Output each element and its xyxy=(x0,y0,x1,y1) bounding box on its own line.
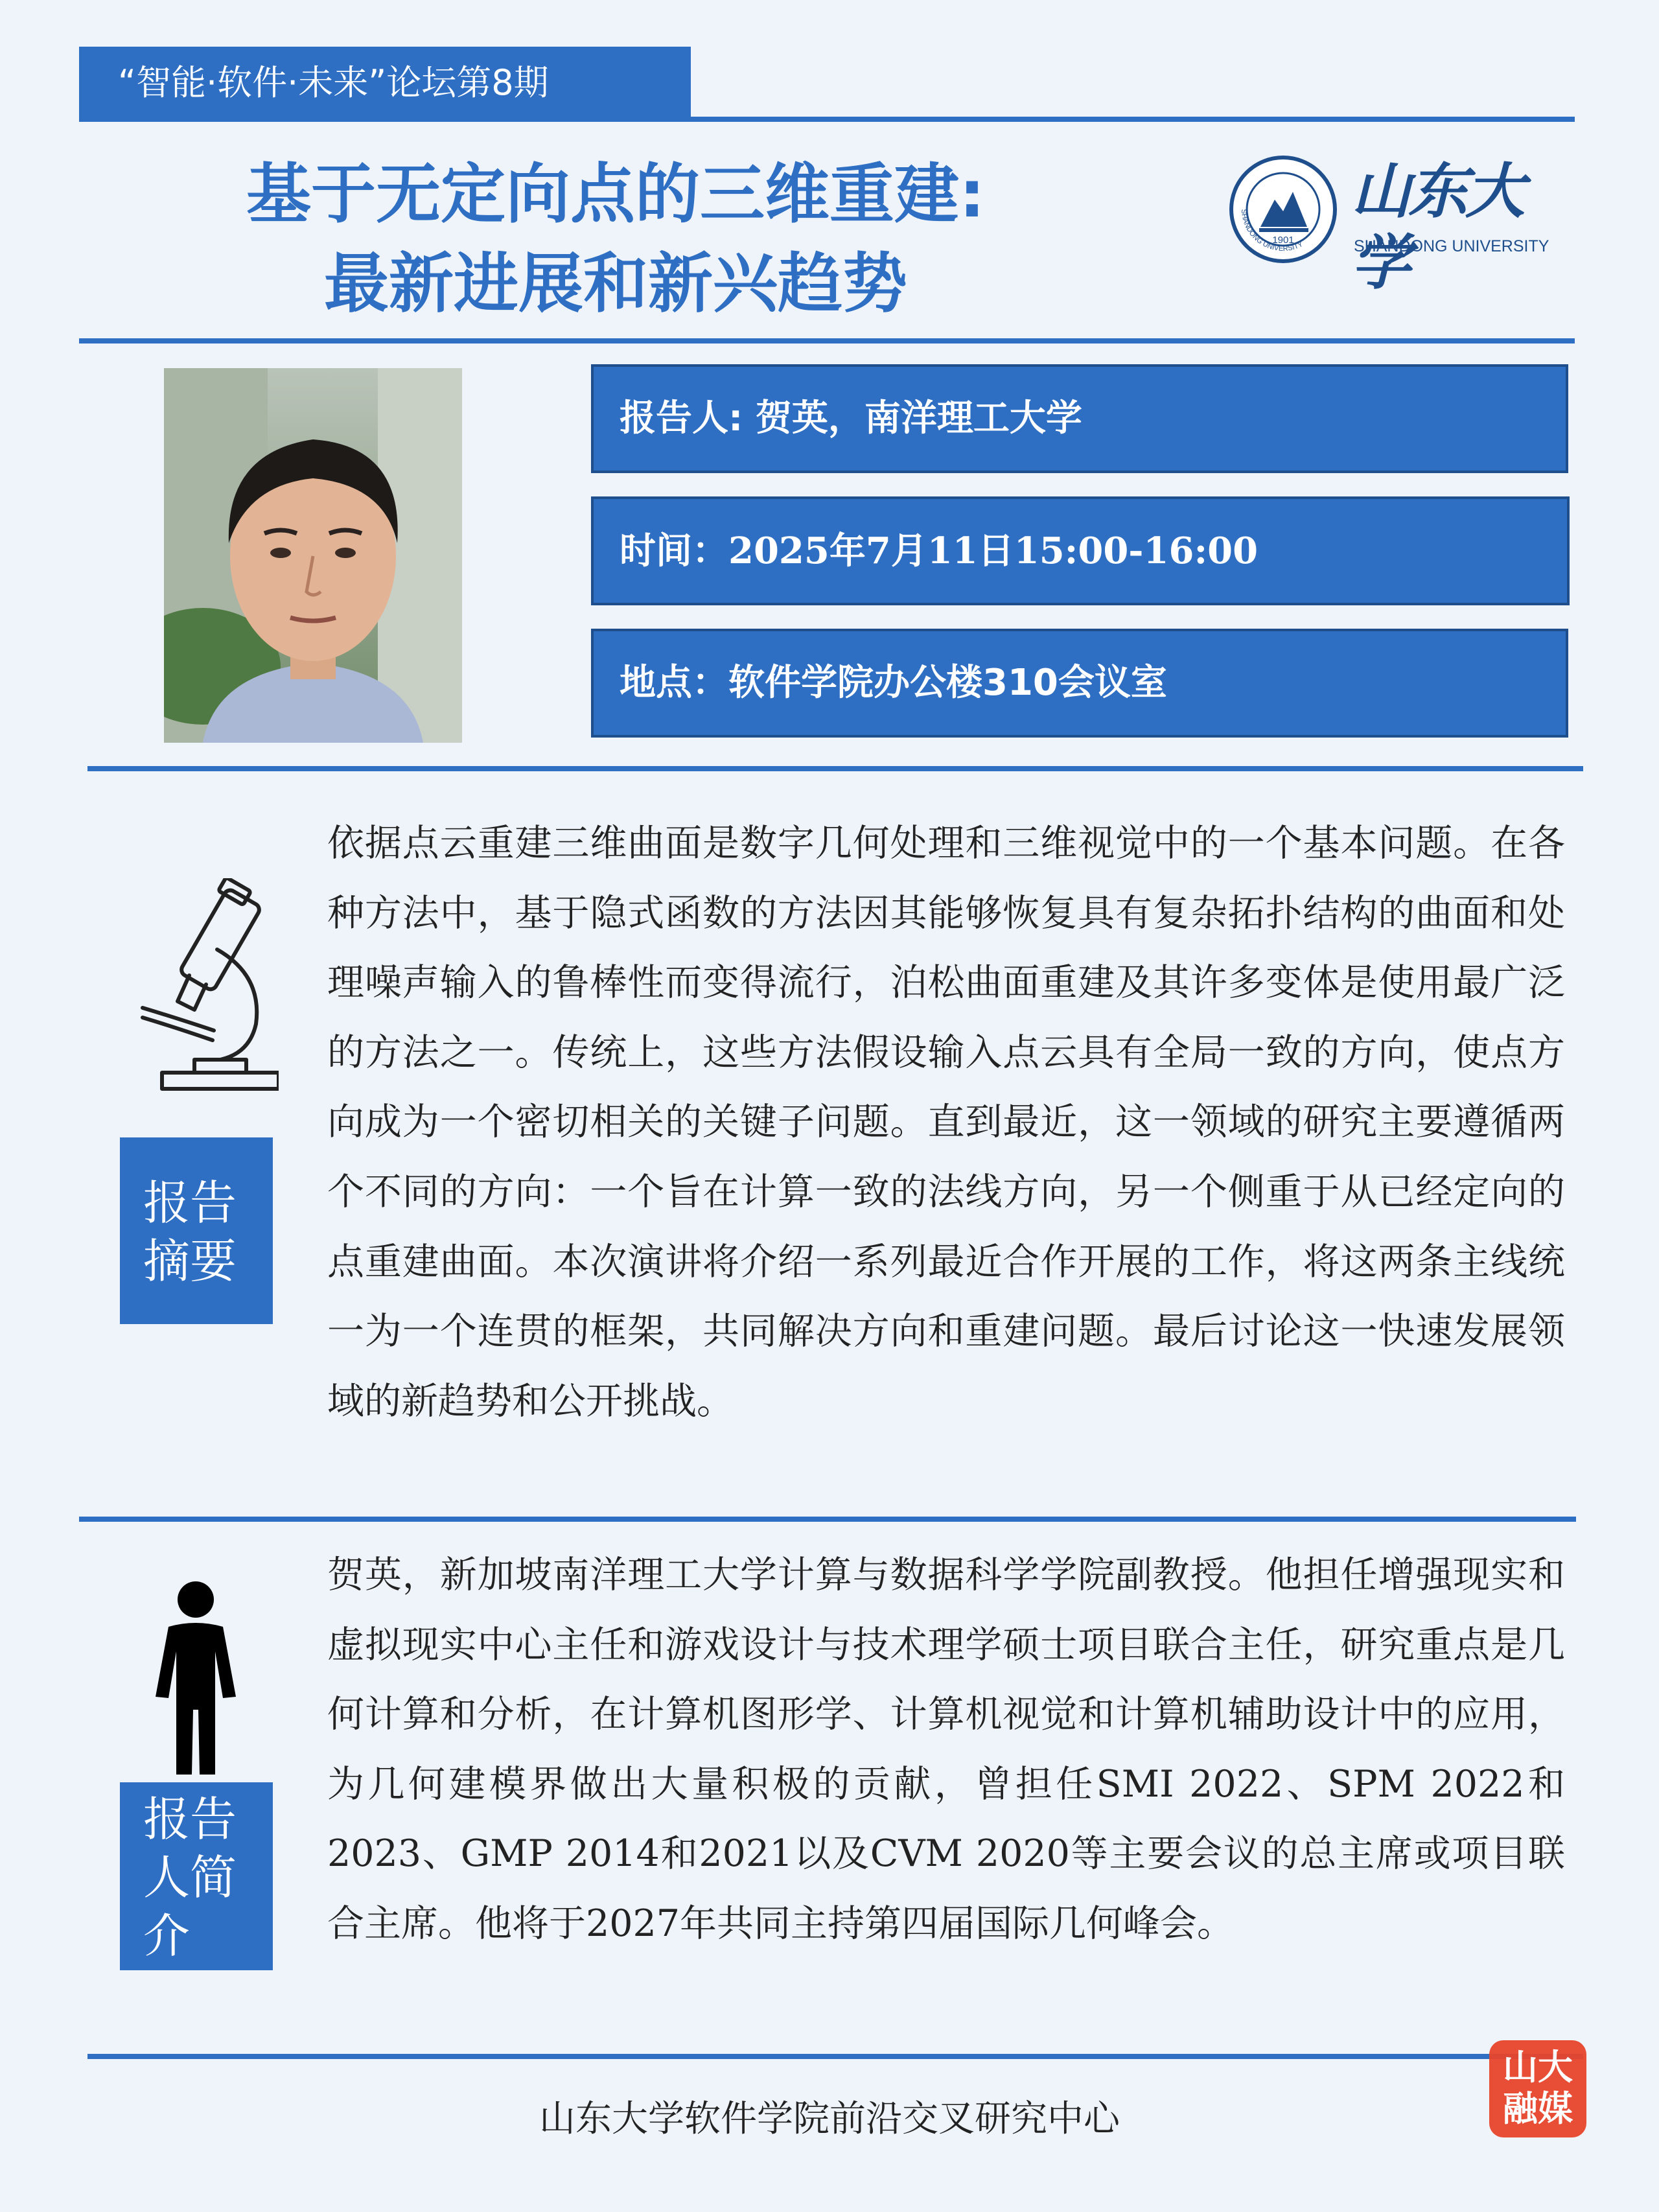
header-divider xyxy=(79,117,1575,122)
media-badge-line1: 山大 xyxy=(1503,2047,1573,2088)
abstract-label-line2: 摘要 xyxy=(143,1234,237,1288)
speaker-info: 报告人: 贺英，南洋理工大学 xyxy=(591,364,1568,473)
page-title-line1: 基于无定向点的三维重建: xyxy=(246,156,985,232)
speaker-portrait xyxy=(164,368,462,743)
bio-label-line3: 介 xyxy=(143,1909,191,1963)
abstract-label-line1: 报告 xyxy=(143,1176,237,1230)
bio-text: 贺英，新加坡南洋理工大学计算与数据科学学院副教授。他担任增强现实和虚拟现实中心主任和游戏设计与技术理学硕士项目联合主任，研究重点是几何计算和分析，在计算机图形学、计算机视觉和计算机辅助设计中的应用，为几何建模界做出大量积极的贡献，曾担任SMI 2022、SPM 2022和2023、GMP 2014和2021以及CVM 2020等主要会议的总主席或项目联合主席。他将于2027年共同主持第四届国际几何峰会。 xyxy=(327,1554,1565,1945)
seal-text: SHANDONG UNIVERSITY xyxy=(1239,209,1305,253)
info-divider xyxy=(87,766,1583,771)
university-name-cn: 山东大学 xyxy=(1351,156,1523,297)
bio-label-line1: 报告 xyxy=(143,1792,237,1846)
time-info: 时间：2025年7月11日15:00-16:00 xyxy=(591,496,1570,605)
place-info: 地点：软件学院办公楼310会议室 xyxy=(591,629,1568,738)
title-divider xyxy=(79,338,1575,343)
media-badge-line2: 融媒 xyxy=(1503,2088,1573,2129)
page-title-line2: 最新进展和新兴趋势 xyxy=(324,246,907,321)
university-logo xyxy=(1228,148,1565,297)
speaker-photo xyxy=(164,368,462,743)
seal-year: 1901 xyxy=(1272,235,1294,246)
bio-divider xyxy=(87,2054,1583,2059)
forum-tag: “智能·软件·未来”论坛第8期 xyxy=(79,47,691,119)
bio-label xyxy=(120,1782,273,1970)
abstract-divider xyxy=(79,1517,1576,1522)
footer-org: 山东大学软件学院前沿交叉研究中心 xyxy=(539,2098,1120,2140)
media-badge xyxy=(1489,2040,1586,2137)
university-name-en: SHANDONG UNIVERSITY xyxy=(1354,237,1549,255)
abstract-text: 依据点云重建三维曲面是数字几何处理和三维视觉中的一个基本问题。在各种方法中，基于隐式函数的方法因其能够恢复具有复杂拓扑结构的曲面和处理噪声输入的鲁棒性而变得流行，泊松曲面重建及其许多变体是使用最广泛的方法之一。传统上，这些方法假设输入点云具有全局一致的方向，使点方向成为一个密切相关的关键子问题。直到最近，这一领域的研究主要遵循两个不同的方向：一个旨在计算一致的法线方向，另一个侧重于从已经定向的点重建曲面。本次演讲将介绍一系列最近合作开展的工作，将这两条主线统一为一个连贯的框架，共同解决方向和重建问题。最后讨论这一快速发展领域的新趋势和公开挑战。 xyxy=(327,822,1565,1423)
person-icon xyxy=(150,1580,241,1775)
microscope-icon xyxy=(130,878,279,1092)
bio-label-line2: 人简 xyxy=(143,1850,237,1905)
abstract-label xyxy=(120,1137,273,1324)
university-seal-icon xyxy=(1228,154,1338,264)
